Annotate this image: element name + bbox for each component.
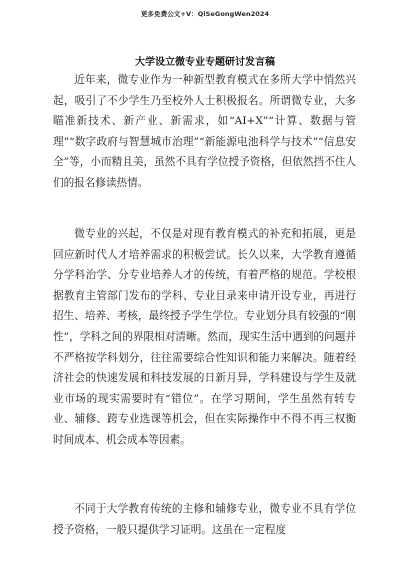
paragraph-3: 不同于大学教育传统的主修和辅修专业，微专业不具有学位授予资格，一般只提供学习证明。这虽在一定程度 xyxy=(53,503,356,536)
header-note: 更多免费公文+V：QiSeGongWen2024 xyxy=(140,10,270,18)
document-title: 大学设立微专业专题研讨发言稿 xyxy=(135,57,275,68)
paragraph-1: 近年来，微专业作为一种新型教育模式在多所大学中悄然兴起，吸引了不少学生乃至校外人士积极报名。所谓微专业，大多瞄准新技术、新产业、新需求，如“AI+X”“计算、数据与管理”“数字政府与智慧城市治理”“新能源电池科学与技术”“信息安全”等，小而精且美，虽然不具有学位授予资格，但依然挡不住人们的报名修读热情。 xyxy=(53,74,356,189)
paragraph-2: 微专业的兴起，不仅是对现有教育模式的补充和拓展，更是回应新时代人才培养需求的积极尝试。长久以来，大学教育遵循分学科治学、分专业培养人才的传统，有着严格的规范。学校根据教育主管部门发布的学科、专业目录来申请开设专业，再进行招生、培养、考核，最终授予学生学位。专业划分具有较强的“刚性”，学科之间的界限相对清晰。然而，现实生活中遇到的问题并不严格按学科划分，往往需要综合性知识和能力来解决。随着经济社会的快速发展和科技发展的日新月异，学科建设与学生及就业市场的现实需要时有“错位”。在学习期间，学生虽然有转专业、辅修、跨专业选课等机会，但在实际操作中不得不再三权衡时间成本、机会成本等因素。 xyxy=(53,228,356,446)
